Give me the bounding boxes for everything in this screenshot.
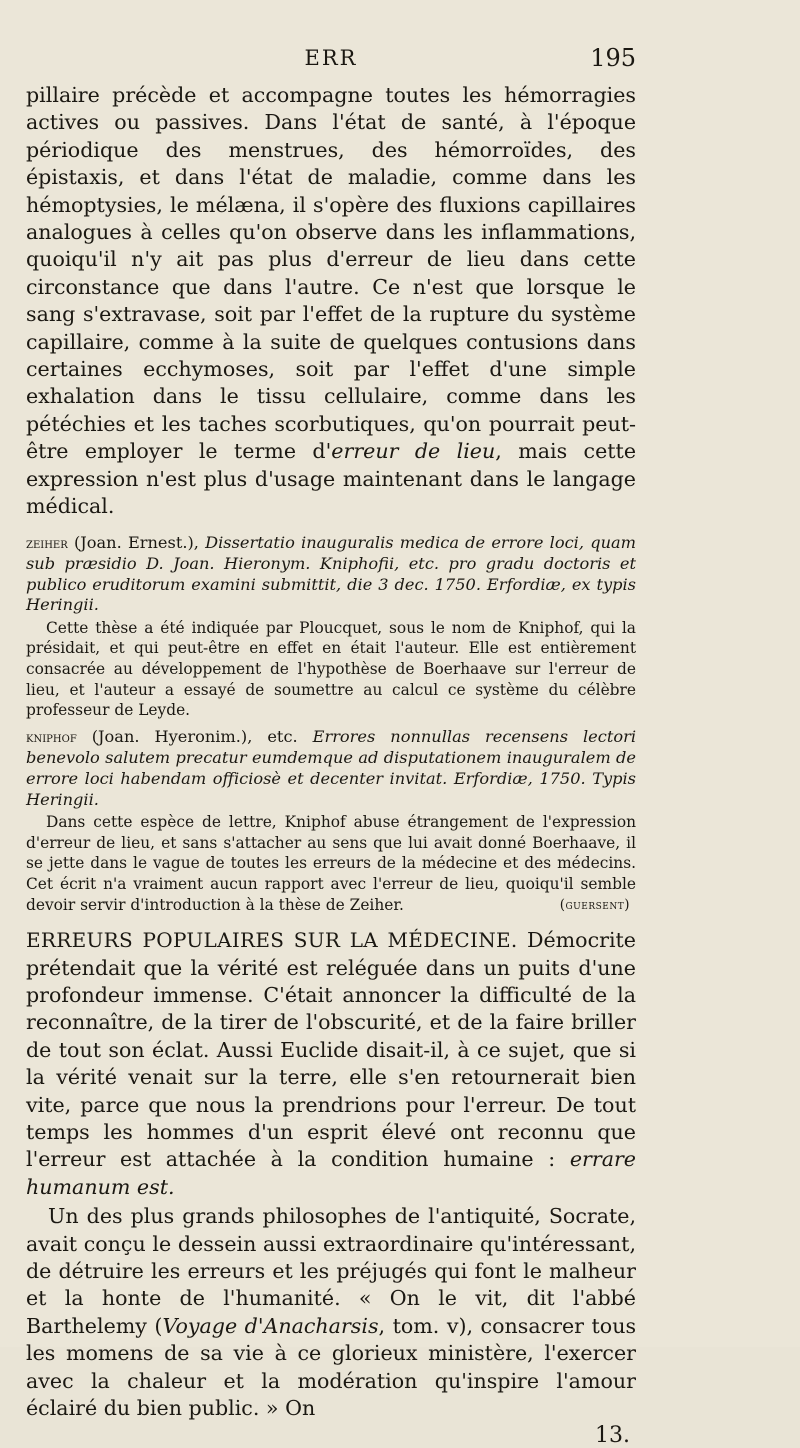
ref-author: kniphof bbox=[26, 729, 77, 746]
paragraph-text: Un des plus grands philosophes de l'antiquité, Socrate, avait conçu le dessein aussi extraordinaire qu'intéressant, de détruire les erreurs et les préjugés qui font le malheur et la honte de l'humanité. « On le vit, dit l'abbé Barthelemy ( bbox=[26, 1204, 636, 1338]
paragraph-socrate bbox=[26, 1203, 636, 1422]
paragraph-text: pillaire précède et accompagne toutes les hémorragies actives ou passives. Dans l'état de santé, à l'époque périodique des menstrues, des hémorroïdes, des épistaxis, et dans l'état de maladie, comme dans les hémoptysies, le mélæna, il s'opère des fluxions capillaires analogues à celles qu'on observe dans les inflammations, quoiqu'il n'y ait pas plus d'erreur de lieu dans cette circonstance que dans l'autre. Ce n'est que lorsque le sang s'extravase, soit par l'effet de la rupture du système capillaire, comme à la suite de quelques contusions dans certaines ecchymoses, soit par l'effet d'une simple exhalation dans le tissu cellulaire, comme dans les pétéchies et les taches scorbutiques, qu'on pourrait peut-être employer le terme d' bbox=[26, 83, 636, 464]
ref-title: Dissertatio inauguralis medica de errore loci, quam sub præsidio D. Joan. Hieronym. Kniphofii, etc. pro gradu doctoris et publico eruditorum examini submittit, die 3 dec. 1750. Erfordiæ, ex typis Heringii. bbox=[26, 532, 636, 615]
author-signature: (guersent) bbox=[559, 896, 630, 913]
bibliography-entry-zeiher bbox=[26, 533, 636, 616]
latin-quote: errare humanum est. bbox=[26, 1147, 636, 1199]
text-block bbox=[26, 42, 636, 1448]
bibliography-note-zeiher: Cette thèse a été indiquée par Ploucquet, sous le nom de Kniphof, qui la présidait, et qui peut-être en effet en était l'auteur. Elle est entièrement consacrée au développement de l'hypothèse de Boerhaave sur l'erreur de lieu, et l'auteur a essayé de soumettre au calcul ce système du célèbre professeur de Leyde. bbox=[26, 618, 636, 720]
ref-author-detail: (Joan. Hyeronim.), etc. bbox=[76, 726, 313, 746]
paragraph-text-end: , tom. v), consacrer tous les momens de sa vie à ce glorieux ministère, l'exercer avec la chaleur et la modération qu'inspire l'amour éclairé du bien public. » On bbox=[26, 1313, 637, 1421]
italic-term: erreur de lieu bbox=[331, 439, 496, 464]
article-text: Démocrite prétendait que la vérité est reléguée dans un puits d'une profondeur immense. C'était annoncer la difficulté de la reconnaître, de la tirer de l'obscurité, et de la faire briller de tout son éclat. Aussi Euclide disait-il, à ce sujet, que si la vérité venait sur la terre, elle s'en retournerait bien vite, parce que nous la prendrions pour l'erreur. De tout temps les hommes d'un esprit élevé ont reconnu que l'erreur est attachée à la condition humaine : bbox=[26, 928, 636, 1172]
article-headword: ERREURS POPULAIRES SUR LA MÉDECINE. bbox=[26, 928, 518, 953]
paragraph-text-end: , mais cette expression n'est plus d'usage maintenant dans le langage médical. bbox=[26, 439, 637, 519]
ref-title: Errores nonnullas recensens lectori benevolo salutem precatur eumdemque ad disputationem inauguralem de errore loci habendam officiosè et decenter invitat. Erfordiæ, 1750. Typis Heringii. bbox=[26, 726, 636, 809]
running-title: ERR bbox=[304, 46, 358, 70]
note-text: Dans cette espèce de lettre, Kniphof abuse étrangement de l'expression d'erreur de lieu, et sans s'attacher au sens que lui avait donné Boerhaave, il se jette dans le vague de toutes les erreurs de la médecine et des médecins. Cet écrit n'a vraiment aucun rapport avec l'erreur de lieu, quoiqu'il semble devoir servir d'introduction à la thèse de Zeiher. bbox=[26, 813, 636, 914]
ref-author: zeiher bbox=[26, 535, 68, 552]
paragraph-continuation bbox=[26, 82, 636, 521]
bibliography-note-kniphof bbox=[26, 812, 636, 915]
bibliography-entry-kniphof bbox=[26, 727, 636, 810]
gathering-signature-mark: 13. bbox=[595, 1422, 630, 1448]
page-header bbox=[26, 42, 636, 82]
page-number: 195 bbox=[590, 44, 636, 72]
ref-author-detail: (Joan. Ernest.), bbox=[67, 532, 206, 552]
article-erreurs-populaires bbox=[26, 927, 636, 1201]
cited-work: Voyage d'Anacharsis bbox=[162, 1313, 379, 1338]
